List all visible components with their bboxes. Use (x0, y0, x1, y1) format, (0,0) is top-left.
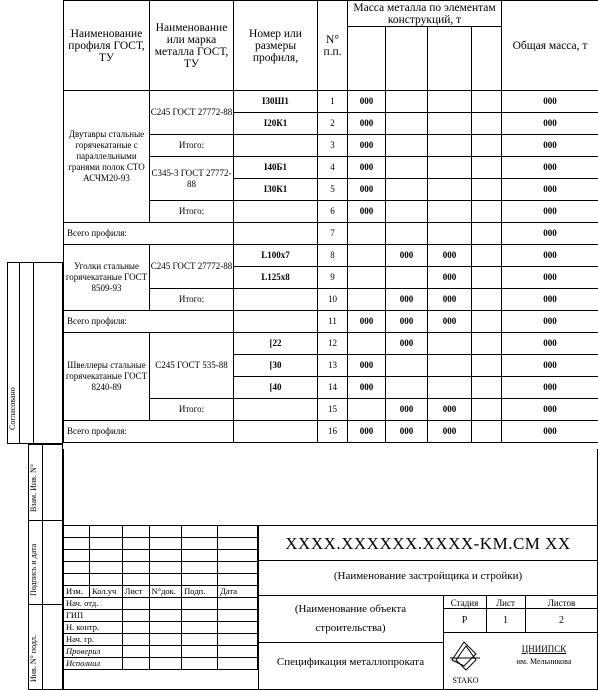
mass-cell (472, 421, 502, 443)
mass-cell: 000 (348, 421, 386, 443)
mass-cell (472, 157, 502, 179)
object-name-line2: строительства) (315, 622, 386, 634)
profile-group-name: Двутавры стальные горячекатаные с параллельными гранями полок СТО АСЧМ20-93 (64, 91, 150, 223)
profile-size (234, 223, 318, 245)
inv-orig-label: Инв. N° подл. (29, 635, 38, 682)
total-mass: 000 (502, 355, 598, 377)
mass-cell (472, 91, 502, 113)
signature-cell (182, 646, 218, 658)
inv-replace-label: Взам. Инв. N° (29, 464, 38, 512)
row-number: 11 (318, 311, 348, 333)
sheets-value: 2 (559, 615, 564, 626)
signature-role: Проверил (64, 646, 123, 658)
signature-cell (218, 610, 258, 622)
mass-cell (472, 245, 502, 267)
mass-cell (472, 355, 502, 377)
mass-cell: 000 (386, 311, 428, 333)
agreed-label: Согласовано (8, 387, 17, 430)
revision-cell (218, 538, 258, 550)
table-row (64, 91, 598, 113)
mass-cell (472, 399, 502, 421)
revision-cell (182, 550, 218, 562)
table-row (64, 333, 598, 355)
mass-cell: 000 (348, 157, 386, 179)
row-number: 4 (318, 157, 348, 179)
mass-cell (472, 267, 502, 289)
total-mass: 000 (502, 289, 598, 311)
mass-cell: 000 (428, 267, 472, 289)
row-number: 9 (318, 267, 348, 289)
total-mass: 000 (502, 399, 598, 421)
title-divider (258, 595, 598, 596)
row-number: 10 (318, 289, 348, 311)
title-divider (443, 608, 598, 609)
row-number: 16 (318, 421, 348, 443)
header-empty (386, 27, 428, 91)
signature-row (64, 658, 258, 670)
revision-row (64, 526, 258, 538)
signature-role: Исполнил (64, 658, 123, 670)
agreed-col (19, 262, 34, 444)
revision-row (64, 550, 258, 562)
mass-cell (386, 113, 428, 135)
stage-header: Стадия (450, 598, 479, 608)
mass-cell (428, 135, 472, 157)
spec-table (63, 0, 598, 443)
revision-cell (218, 574, 258, 586)
mass-cell (428, 355, 472, 377)
signature-cell (182, 634, 218, 646)
mass-cell (472, 289, 502, 311)
mass-cell (472, 223, 502, 245)
signature-row (64, 646, 258, 658)
profile-group-name: Уголки стальные горячекатаные ГОСТ 8509-93 (64, 245, 150, 311)
signature-row (64, 634, 258, 646)
row-total-label: Всего профиля: (64, 223, 234, 245)
revision-cell (64, 562, 90, 574)
profile-size (234, 421, 318, 443)
revision-cell (122, 550, 149, 562)
revision-cell (182, 526, 218, 538)
revision-cell (218, 562, 258, 574)
profile-size (234, 135, 318, 157)
signature-cell (122, 634, 149, 646)
total-mass: 000 (502, 223, 598, 245)
revision-cell (122, 574, 149, 586)
mass-cell (428, 201, 472, 223)
profile-size (234, 289, 318, 311)
signature-cell (149, 646, 182, 658)
total-mass: 000 (502, 113, 598, 135)
total-mass: 000 (502, 157, 598, 179)
table-row (64, 421, 598, 443)
mass-cell: 000 (386, 245, 428, 267)
table-row (64, 245, 598, 267)
revision-cell (149, 550, 182, 562)
signature-cell (218, 658, 258, 670)
profile-size (234, 201, 318, 223)
revision-cell (149, 562, 182, 574)
mass-cell: 000 (348, 91, 386, 113)
sheet-value: 1 (503, 615, 508, 626)
mass-cell: 000 (428, 399, 472, 421)
mass-cell (348, 223, 386, 245)
signature-role: Нач. гр. (64, 634, 123, 646)
mass-cell (348, 245, 386, 267)
signature-cell (182, 598, 218, 610)
title-divider (443, 632, 598, 633)
profile-size: I30К1 (234, 179, 318, 201)
row-number: 6 (318, 201, 348, 223)
profile-size (234, 399, 318, 421)
row-number: 8 (318, 245, 348, 267)
mass-cell (386, 91, 428, 113)
mass-cell (472, 201, 502, 223)
signature-row (64, 610, 258, 622)
revision-cell (122, 538, 149, 550)
mass-cell: 000 (428, 421, 472, 443)
mass-cell: 000 (428, 311, 472, 333)
signature-cell (149, 598, 182, 610)
mass-cell (428, 157, 472, 179)
profile-size: [30 (234, 355, 318, 377)
document-code: XXXX.XXXXXX.XXXX-KM.CM XX (285, 534, 571, 553)
revision-row (64, 562, 258, 574)
stako-logo-icon (446, 636, 486, 676)
mass-cell (428, 333, 472, 355)
logo-text: STAKO (452, 676, 479, 685)
revision-cell (64, 550, 90, 562)
row-number: 2 (318, 113, 348, 135)
revision-cell (64, 574, 90, 586)
revision-header-cell: Подп. (182, 586, 218, 598)
total-mass: 000 (502, 377, 598, 399)
signature-cell (218, 598, 258, 610)
mass-cell (386, 179, 428, 201)
signature-cell (122, 622, 149, 634)
mass-cell (386, 223, 428, 245)
total-mass: 000 (502, 135, 598, 157)
header-size: Номер или размеры профиля, (234, 1, 318, 91)
revision-cell (182, 574, 218, 586)
revision-header-cell: Лист (122, 586, 149, 598)
profile-size: L100x7 (234, 245, 318, 267)
profile-size: [22 (234, 333, 318, 355)
mass-cell: 000 (348, 179, 386, 201)
signature-cell (149, 658, 182, 670)
header-total-mass: Общая масса, т (502, 1, 598, 91)
side-divider (28, 520, 63, 521)
row-total-label: Всего профиля: (64, 421, 234, 443)
total-mass: 000 (502, 311, 598, 333)
revision-cell (64, 526, 90, 538)
revision-header-cell: Дата (218, 586, 258, 598)
row-number: 13 (318, 355, 348, 377)
revision-cell (182, 562, 218, 574)
header-metal: Наименование или марка металла ГОСТ, ТУ (150, 1, 234, 91)
row-number: 15 (318, 399, 348, 421)
total-mass: 000 (502, 245, 598, 267)
signature-cell (182, 610, 218, 622)
revision-cell (122, 526, 149, 538)
header-number: N° п.п. (318, 1, 348, 91)
header-empty (472, 27, 502, 91)
mass-cell (386, 377, 428, 399)
stage-value: Р (461, 615, 468, 626)
mass-cell (428, 179, 472, 201)
title-divider (258, 560, 598, 561)
title-divider (258, 642, 443, 643)
revision-header-cell: N°док. (149, 586, 182, 598)
revision-cell (122, 562, 149, 574)
mass-cell (428, 377, 472, 399)
revision-cell (90, 550, 123, 562)
signature-row (64, 622, 258, 634)
mass-cell (472, 333, 502, 355)
mass-cell (428, 223, 472, 245)
mass-cell: 000 (348, 311, 386, 333)
row-number: 14 (318, 377, 348, 399)
signature-cell (218, 646, 258, 658)
revision-cell (64, 538, 90, 550)
table-row (64, 223, 598, 245)
revision-cell (90, 574, 123, 586)
row-total-label: Всего профиля: (64, 311, 234, 333)
revision-cell (149, 538, 182, 550)
mass-cell (386, 355, 428, 377)
metal-grade: С345-3 ГОСТ 27772-88 (150, 157, 234, 201)
profile-size (234, 311, 318, 333)
side-divider (28, 604, 63, 605)
signature-cell (149, 622, 182, 634)
metal-grade: С245 ГОСТ 27772-88 (150, 245, 234, 289)
object-name-line1: (Наименование объекта (294, 603, 407, 615)
header-profile: Наименование профиля ГОСТ, ТУ (64, 1, 150, 91)
mass-cell (472, 135, 502, 157)
row-subtotal-label: Итого: (150, 399, 234, 421)
revision-cell (90, 526, 123, 538)
mass-cell (386, 157, 428, 179)
metal-grade: С245 ГОСТ 27772-88 (150, 91, 234, 135)
signature-cell (122, 598, 149, 610)
mass-cell (428, 91, 472, 113)
row-number: 12 (318, 333, 348, 355)
mass-cell: 000 (386, 333, 428, 355)
total-mass: 000 (502, 179, 598, 201)
header-empty (428, 27, 472, 91)
signature-row (64, 598, 258, 610)
metal-grade: С245 ГОСТ 535-88 (150, 333, 234, 399)
mass-cell: 000 (348, 201, 386, 223)
total-mass: 000 (502, 333, 598, 355)
total-mass: 000 (502, 421, 598, 443)
mass-cell (348, 267, 386, 289)
profile-size: I20К1 (234, 113, 318, 135)
profile-size: L125x8 (234, 267, 318, 289)
row-number: 7 (318, 223, 348, 245)
total-mass: 000 (502, 91, 598, 113)
profile-group-name: Швеллеры стальные горячекатаные ГОСТ 8240-89 (64, 333, 150, 421)
mass-cell: 000 (348, 377, 386, 399)
row-number: 5 (318, 179, 348, 201)
profile-size: I40Б1 (234, 157, 318, 179)
revision-header-cell: Кол.уч (90, 586, 123, 598)
total-mass: 000 (502, 267, 598, 289)
mass-cell: 000 (348, 355, 386, 377)
row-subtotal-label: Итого: (150, 201, 234, 223)
signature-cell (149, 634, 182, 646)
mass-cell (348, 399, 386, 421)
mass-cell (348, 333, 386, 355)
row-subtotal-label: Итого: (150, 289, 234, 311)
revision-cell (90, 562, 123, 574)
mass-cell: 000 (348, 113, 386, 135)
sheets-header: Листов (547, 598, 576, 608)
sheet-header: Лист (496, 598, 515, 608)
mass-cell (472, 113, 502, 135)
mass-cell (386, 267, 428, 289)
revision-cell (182, 538, 218, 550)
mass-cell (472, 311, 502, 333)
org-name: ЦНИИПСК (521, 644, 567, 654)
profile-size: I30Ш1 (234, 91, 318, 113)
mass-cell (428, 113, 472, 135)
revision-row (64, 574, 258, 586)
revision-cell (90, 538, 123, 550)
signature-role: Нач. отд. (64, 598, 123, 610)
mass-cell: 000 (386, 421, 428, 443)
sign-date-label: Подпись и дата (29, 543, 38, 596)
mass-cell: 000 (428, 289, 472, 311)
mass-cell: 000 (348, 135, 386, 157)
total-mass: 000 (502, 201, 598, 223)
mass-cell: 000 (386, 289, 428, 311)
mass-cell: 000 (386, 399, 428, 421)
row-number: 3 (318, 135, 348, 157)
mass-cell (348, 289, 386, 311)
header-empty (348, 27, 386, 91)
mass-cell (386, 135, 428, 157)
signature-cell (218, 634, 258, 646)
profile-size: [40 (234, 377, 318, 399)
revision-cell (218, 550, 258, 562)
mass-cell (472, 377, 502, 399)
mass-cell (472, 179, 502, 201)
signature-role: Н. контр. (64, 622, 123, 634)
signature-role: ГИП (64, 610, 123, 622)
sheet-name: Спецификация металлопроката (276, 656, 425, 668)
signature-cell (149, 610, 182, 622)
signature-cell (182, 658, 218, 670)
signature-cell (218, 622, 258, 634)
revision-header-row (64, 586, 258, 598)
row-subtotal-label: Итого: (150, 135, 234, 157)
revision-grid (63, 525, 258, 670)
revision-cell (149, 526, 182, 538)
table-row (64, 311, 598, 333)
row-number: 1 (318, 91, 348, 113)
signature-cell (182, 622, 218, 634)
revision-row (64, 538, 258, 550)
revision-header-cell: Изм. (64, 586, 90, 598)
signature-cell (122, 646, 149, 658)
org-name-sub: им. Мельникова (516, 657, 572, 666)
mass-cell: 000 (428, 245, 472, 267)
signature-cell (122, 658, 149, 670)
header-mass-elements: Масса металла по элементам конструкций, т (348, 1, 502, 27)
revision-cell (218, 526, 258, 538)
mass-cell (386, 201, 428, 223)
revision-cell (149, 574, 182, 586)
customer-name: (Наименование застройщика и стройки) (333, 570, 523, 582)
signature-cell (122, 610, 149, 622)
